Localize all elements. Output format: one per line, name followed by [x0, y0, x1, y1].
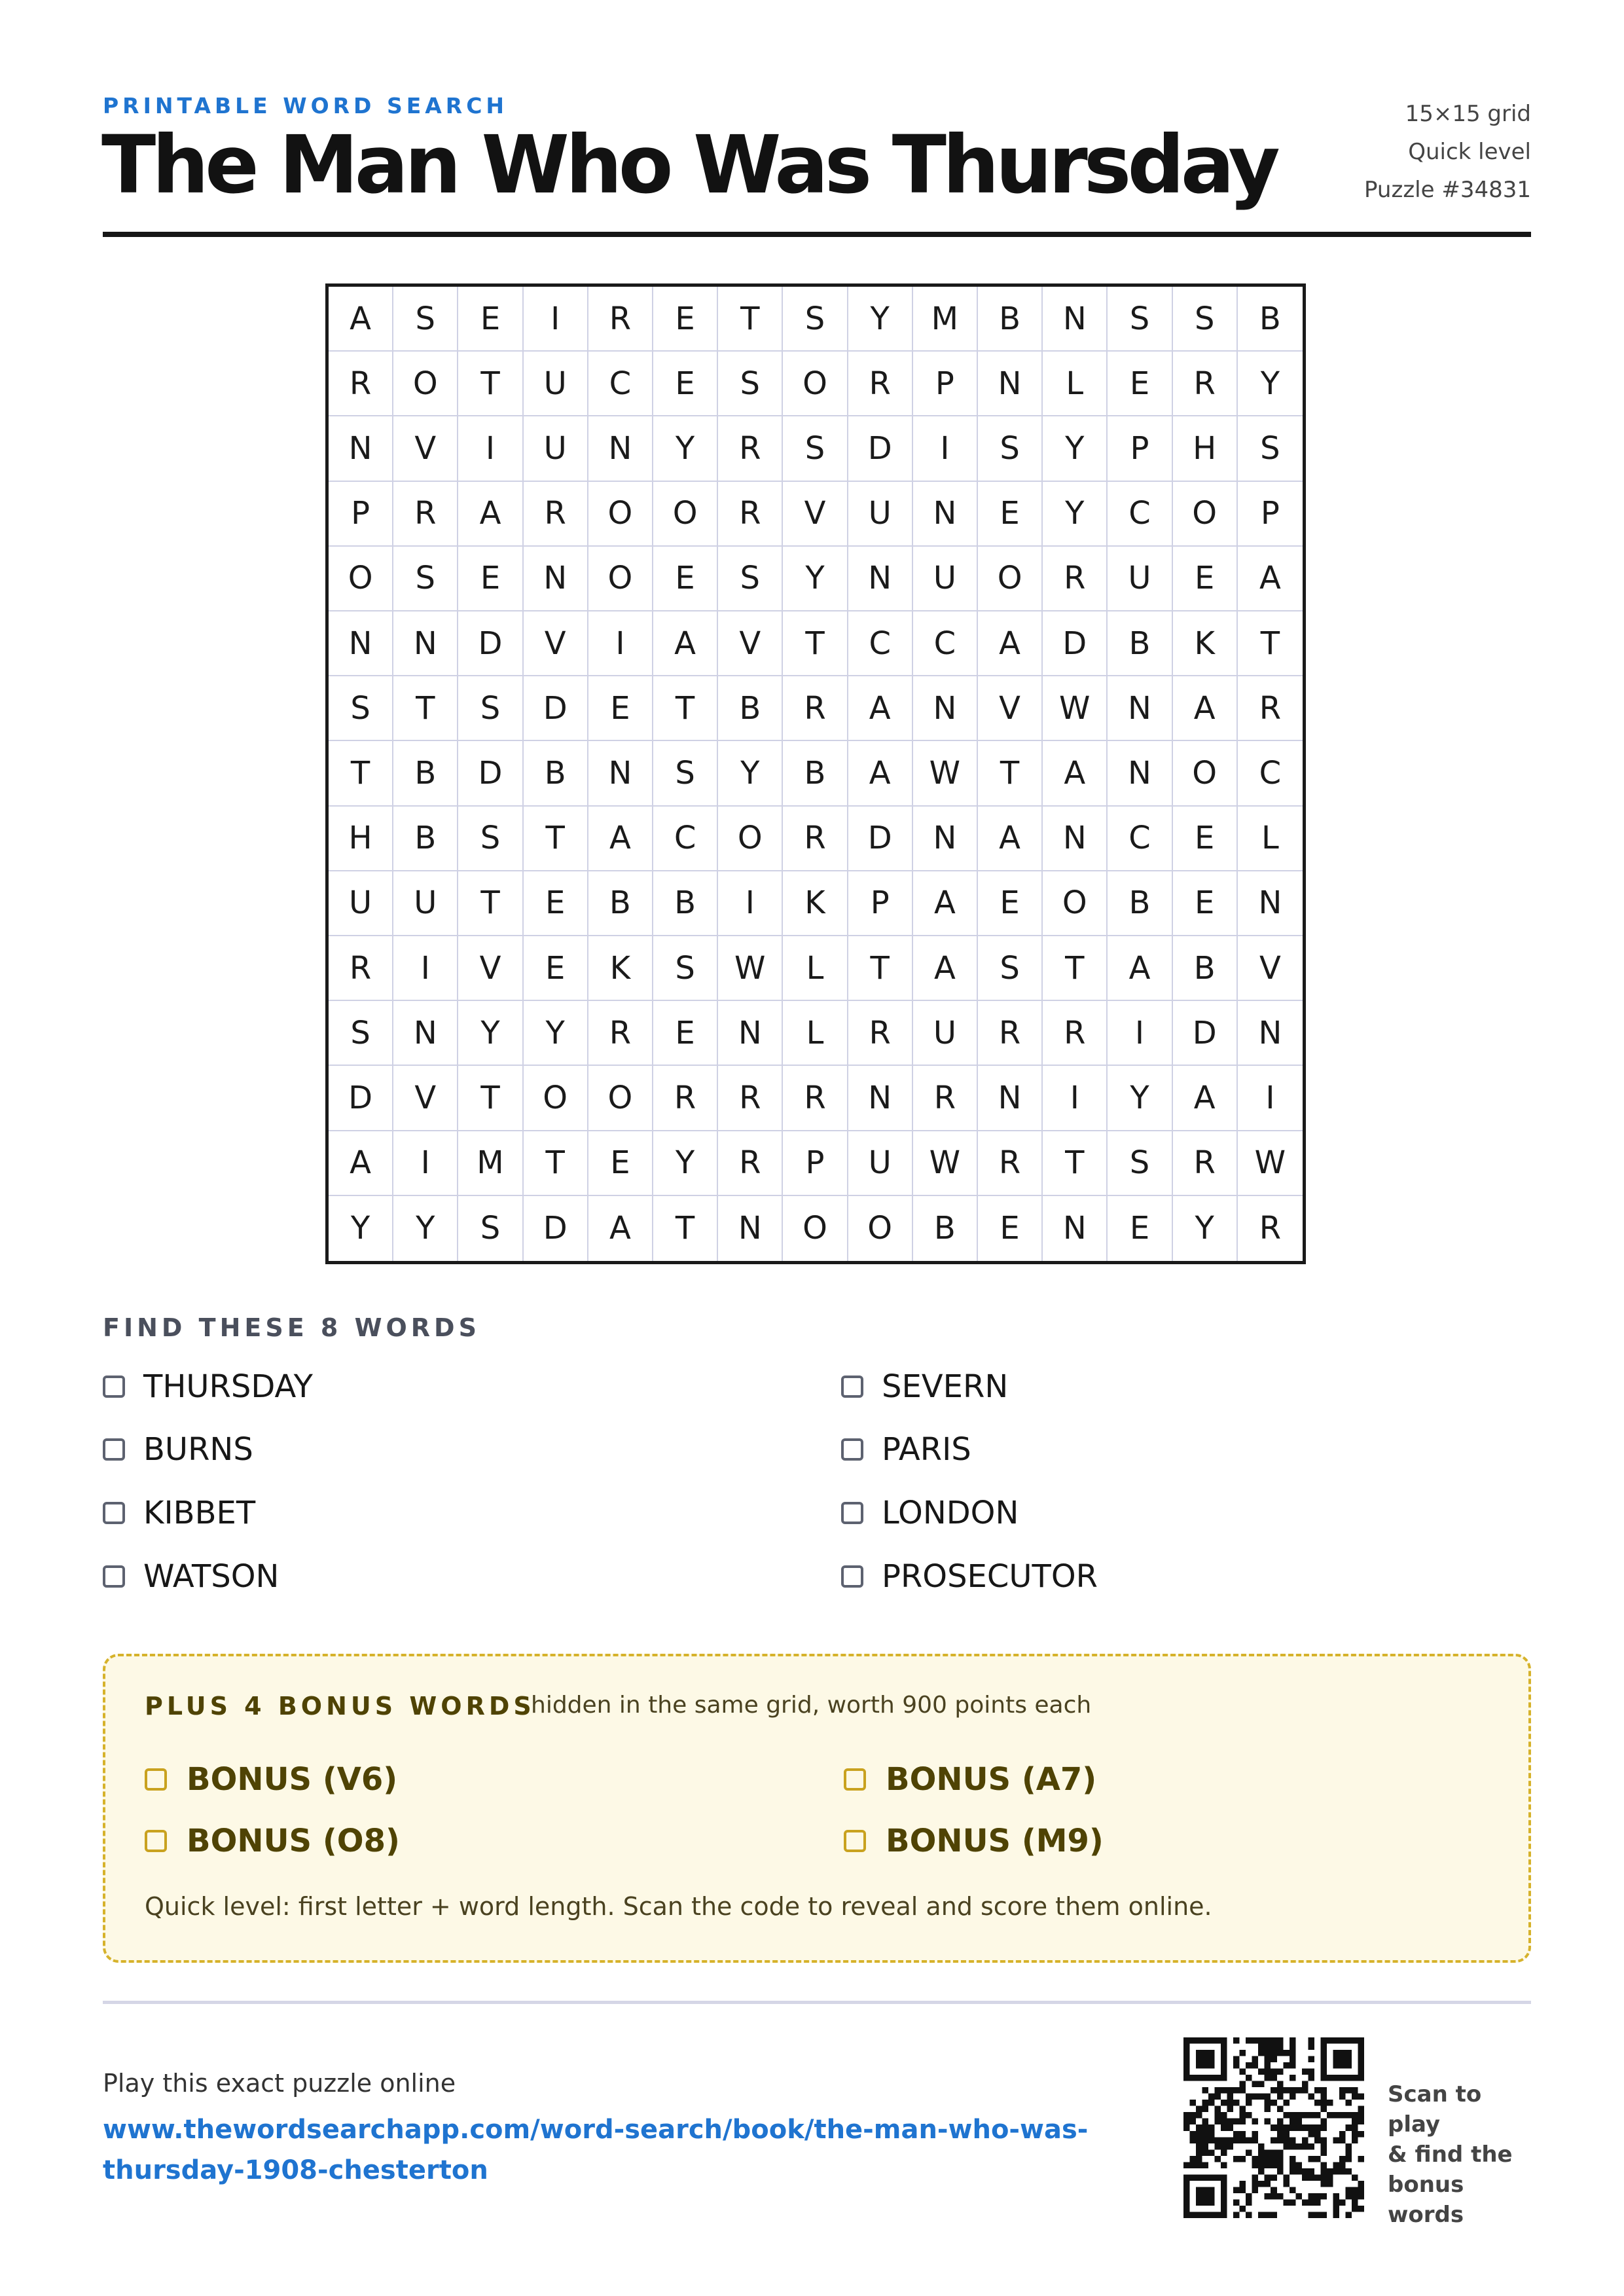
grid-cell[interactable]: R [848, 1001, 913, 1066]
grid-cell[interactable]: O [588, 1066, 653, 1131]
grid-cell[interactable]: D [1173, 1001, 1238, 1066]
grid-cell[interactable]: N [1043, 807, 1108, 871]
page-kicker: PRINTABLE WORD SEARCH [103, 93, 509, 118]
grid-cell[interactable]: E [653, 547, 718, 611]
grid-cell[interactable]: A [329, 287, 393, 352]
grid-cell[interactable]: A [1043, 741, 1108, 806]
grid-cell[interactable]: U [524, 416, 588, 481]
grid-cell[interactable]: B [978, 287, 1043, 352]
checkbox-icon[interactable] [103, 1438, 125, 1461]
grid-cell[interactable]: E [588, 1131, 653, 1196]
word-item[interactable] [841, 1367, 1008, 1406]
grid-cell[interactable]: B [393, 741, 458, 806]
grid-cell[interactable]: A [653, 611, 718, 676]
word-label: THURSDAY [143, 1368, 313, 1405]
grid-cell[interactable]: V [1238, 936, 1303, 1001]
checkbox-icon[interactable] [145, 1768, 167, 1791]
grid-cell[interactable]: R [848, 352, 913, 416]
grid-cell[interactable]: N [978, 352, 1043, 416]
grid-cell[interactable]: V [393, 416, 458, 481]
grid-cell[interactable]: B [1108, 871, 1172, 936]
grid-cell[interactable]: S [458, 1196, 523, 1261]
bonus-title: PLUS 4 BONUS WORDS [145, 1692, 535, 1721]
grid-cell[interactable]: I [718, 871, 783, 936]
grid-cell[interactable]: N [913, 676, 978, 741]
grid-cell[interactable]: R [653, 1066, 718, 1131]
grid-cell[interactable]: L [783, 936, 848, 1001]
grid-cell[interactable]: S [718, 352, 783, 416]
grid-cell[interactable]: S [653, 936, 718, 1001]
grid-cell[interactable]: C [1238, 741, 1303, 806]
grid-cell[interactable]: Y [1108, 1066, 1172, 1131]
grid-cell[interactable]: B [913, 1196, 978, 1261]
grid-cell[interactable]: S [653, 741, 718, 806]
grid-cell[interactable]: C [1108, 807, 1172, 871]
grid-cell[interactable]: A [913, 871, 978, 936]
grid-cell[interactable]: A [1173, 676, 1238, 741]
grid-cell[interactable]: R [329, 936, 393, 1001]
grid-cell[interactable]: P [913, 352, 978, 416]
grid-cell[interactable]: O [329, 547, 393, 611]
grid-cell[interactable]: U [913, 547, 978, 611]
checkbox-icon[interactable] [841, 1438, 863, 1461]
grid-cell[interactable]: R [1043, 1001, 1108, 1066]
grid-cell[interactable]: E [1173, 871, 1238, 936]
word-item[interactable] [841, 1493, 1019, 1533]
checkbox-icon[interactable] [841, 1565, 863, 1588]
grid-cell[interactable]: D [848, 416, 913, 481]
grid-cell[interactable]: E [524, 871, 588, 936]
grid-cell[interactable]: T [1043, 1131, 1108, 1196]
grid-cell[interactable]: D [458, 611, 523, 676]
grid-cell[interactable]: T [458, 352, 523, 416]
word-item[interactable] [841, 1557, 1098, 1596]
grid-cell[interactable]: O [1173, 482, 1238, 547]
grid-cell[interactable]: E [1173, 807, 1238, 871]
grid-cell[interactable]: S [718, 547, 783, 611]
grid-cell[interactable]: K [1173, 611, 1238, 676]
grid-cell[interactable]: E [458, 287, 523, 352]
grid-cell[interactable]: U [848, 482, 913, 547]
grid-cell[interactable]: A [588, 807, 653, 871]
checkbox-icon[interactable] [844, 1768, 866, 1791]
grid-cell[interactable]: O [1043, 871, 1108, 936]
bonus-word-item[interactable] [145, 1760, 397, 1799]
grid-cell[interactable]: S [458, 807, 523, 871]
checkbox-icon[interactable] [844, 1830, 866, 1852]
grid-cell[interactable]: W [1043, 676, 1108, 741]
grid-cell[interactable]: N [1108, 676, 1172, 741]
grid-cell[interactable]: N [913, 482, 978, 547]
grid-cell[interactable]: N [718, 1001, 783, 1066]
grid-cell[interactable]: L [1043, 352, 1108, 416]
grid-cell[interactable]: O [653, 482, 718, 547]
grid-cell[interactable]: O [1173, 741, 1238, 806]
grid-cell[interactable]: N [393, 611, 458, 676]
grid-cell[interactable]: N [588, 416, 653, 481]
grid-cell[interactable]: B [1108, 611, 1172, 676]
bonus-panel [103, 1654, 1531, 1963]
grid-cell[interactable]: R [524, 482, 588, 547]
grid-cell[interactable]: R [718, 1066, 783, 1131]
grid-cell[interactable]: D [848, 807, 913, 871]
grid-cell[interactable]: O [588, 547, 653, 611]
grid-cell[interactable]: T [653, 676, 718, 741]
grid-cell[interactable]: S [393, 547, 458, 611]
grid-cell[interactable]: Y [524, 1001, 588, 1066]
grid-cell[interactable]: C [848, 611, 913, 676]
grid-cell[interactable]: B [783, 741, 848, 806]
grid-cell[interactable]: R [783, 1066, 848, 1131]
grid-cell[interactable]: O [524, 1066, 588, 1131]
grid-cell[interactable]: R [329, 352, 393, 416]
word-item[interactable] [841, 1430, 971, 1469]
grid-cell[interactable]: T [848, 936, 913, 1001]
grid-cell[interactable]: R [1043, 547, 1108, 611]
grid-cell[interactable]: I [913, 416, 978, 481]
grid-cell[interactable]: B [653, 871, 718, 936]
grid-cell[interactable]: R [1173, 352, 1238, 416]
grid-cell[interactable]: R [1173, 1131, 1238, 1196]
grid-cell[interactable]: E [978, 871, 1043, 936]
grid-cell[interactable]: O [588, 482, 653, 547]
bonus-word-label: BONUS (A7) [886, 1761, 1097, 1798]
grid-cell[interactable]: S [458, 676, 523, 741]
grid-cell[interactable]: B [1238, 287, 1303, 352]
grid-cell[interactable]: P [329, 482, 393, 547]
grid-cell[interactable]: T [524, 1131, 588, 1196]
grid-cell[interactable]: R [1238, 676, 1303, 741]
grid-cell[interactable]: N [978, 1066, 1043, 1131]
bonus-word-label: BONUS (O8) [187, 1823, 400, 1859]
checkbox-icon[interactable] [841, 1502, 863, 1524]
grid-cell[interactable]: S [393, 287, 458, 352]
grid-cell[interactable]: R [718, 1131, 783, 1196]
word-label: PROSECUTOR [882, 1558, 1098, 1595]
qr-caption-line: bonus words [1388, 2172, 1464, 2228]
grid-cell[interactable]: I [524, 287, 588, 352]
grid-cell[interactable]: E [653, 1001, 718, 1066]
grid-cell[interactable]: P [1108, 416, 1172, 481]
grid-cell[interactable]: W [913, 741, 978, 806]
grid-cell[interactable]: A [329, 1131, 393, 1196]
grid-cell[interactable]: S [329, 676, 393, 741]
grid-cell[interactable]: A [978, 807, 1043, 871]
grid-cell[interactable]: I [1043, 1066, 1108, 1131]
bonus-word-label: BONUS (M9) [886, 1823, 1104, 1859]
grid-cell[interactable]: D [329, 1066, 393, 1131]
grid-cell[interactable]: B [393, 807, 458, 871]
grid-cell[interactable]: Y [783, 547, 848, 611]
grid-cell[interactable]: R [978, 1131, 1043, 1196]
grid-cell[interactable]: N [848, 1066, 913, 1131]
grid-cell[interactable]: U [1108, 547, 1172, 611]
grid-cell[interactable]: E [1108, 1196, 1172, 1261]
grid-cell[interactable]: B [524, 741, 588, 806]
grid-cell[interactable]: O [393, 352, 458, 416]
grid-cell[interactable]: N [329, 416, 393, 481]
grid-cell[interactable]: T [978, 741, 1043, 806]
grid-cell[interactable]: E [978, 482, 1043, 547]
grid-cell[interactable]: M [913, 287, 978, 352]
grid-cell[interactable]: P [848, 871, 913, 936]
word-label: WATSON [143, 1558, 280, 1595]
grid-cell[interactable]: I [1108, 1001, 1172, 1066]
footer-divider [103, 2001, 1531, 2004]
grid-cell[interactable]: I [393, 936, 458, 1001]
grid-cell[interactable]: A [848, 676, 913, 741]
qr-caption-line: & find the [1388, 2141, 1513, 2168]
word-list-title: FIND THESE 8 WORDS [103, 1313, 480, 1342]
grid-cell[interactable]: E [653, 287, 718, 352]
header-divider [103, 232, 1531, 237]
word-label: PARIS [882, 1431, 971, 1468]
grid-cell[interactable]: E [653, 352, 718, 416]
grid-cell[interactable]: A [1173, 1066, 1238, 1131]
grid-cell[interactable]: I [1238, 1066, 1303, 1131]
grid-cell[interactable]: V [978, 676, 1043, 741]
grid-cell[interactable]: S [978, 416, 1043, 481]
grid-cell[interactable]: E [458, 547, 523, 611]
puzzle-meta [1364, 95, 1531, 209]
checkbox-icon[interactable] [103, 1502, 125, 1524]
grid-cell[interactable]: A [848, 741, 913, 806]
word-label: BURNS [143, 1431, 253, 1468]
grid-cell[interactable]: I [393, 1131, 458, 1196]
checkbox-icon[interactable] [145, 1830, 167, 1852]
grid-cell[interactable]: T [783, 611, 848, 676]
grid-cell[interactable]: E [588, 676, 653, 741]
grid-cell[interactable]: O [783, 1196, 848, 1261]
grid-cell[interactable]: N [1108, 741, 1172, 806]
grid-cell[interactable]: U [913, 1001, 978, 1066]
grid-cell[interactable]: C [653, 807, 718, 871]
grid-cell[interactable]: T [458, 1066, 523, 1131]
grid-cell[interactable]: N [329, 611, 393, 676]
grid-cell[interactable]: L [1238, 807, 1303, 871]
grid-cell[interactable]: U [848, 1131, 913, 1196]
letter-grid [325, 283, 1306, 1264]
bonus-word-label: BONUS (V6) [187, 1761, 398, 1798]
grid-cell[interactable]: N [588, 741, 653, 806]
grid-cell[interactable]: Y [329, 1196, 393, 1261]
grid-cell[interactable]: S [1238, 416, 1303, 481]
word-label: LONDON [882, 1495, 1019, 1531]
grid-cell[interactable]: A [1108, 936, 1172, 1001]
grid-cell[interactable]: T [1043, 936, 1108, 1001]
word-label: SEVERN [882, 1368, 1009, 1405]
bonus-subtitle: hidden in the same grid, worth 900 points each [531, 1692, 1092, 1719]
grid-cell[interactable]: N [524, 547, 588, 611]
grid-cell[interactable]: N [913, 807, 978, 871]
grid-cell[interactable]: N [1043, 287, 1108, 352]
grid-cell[interactable]: E [978, 1196, 1043, 1261]
grid-cell[interactable]: V [458, 936, 523, 1001]
grid-cell[interactable]: S [1108, 287, 1172, 352]
grid-cell[interactable]: Y [718, 741, 783, 806]
grid-cell[interactable]: T [524, 807, 588, 871]
grid-cell[interactable]: A [458, 482, 523, 547]
grid-size-label: 15×15 grid [1405, 101, 1531, 127]
grid-cell[interactable]: T [718, 287, 783, 352]
grid-cell[interactable]: B [588, 871, 653, 936]
grid-cell[interactable]: O [848, 1196, 913, 1261]
grid-cell[interactable]: V [718, 611, 783, 676]
word-item[interactable] [103, 1557, 279, 1596]
grid-cell[interactable]: R [978, 1001, 1043, 1066]
grid-cell[interactable]: A [588, 1196, 653, 1261]
grid-cell[interactable]: D [1043, 611, 1108, 676]
grid-cell[interactable]: Y [1043, 482, 1108, 547]
word-item[interactable] [103, 1430, 253, 1469]
grid-cell[interactable]: A [1238, 547, 1303, 611]
grid-cell[interactable]: U [393, 871, 458, 936]
grid-cell[interactable]: D [458, 741, 523, 806]
grid-cell[interactable]: Y [1238, 352, 1303, 416]
word-item[interactable] [103, 1493, 255, 1533]
grid-cell[interactable]: C [913, 611, 978, 676]
grid-cell[interactable]: T [393, 676, 458, 741]
grid-cell[interactable]: H [329, 807, 393, 871]
grid-cell[interactable]: N [848, 547, 913, 611]
word-item[interactable] [103, 1367, 313, 1406]
checkbox-icon[interactable] [103, 1376, 125, 1398]
level-label: Quick level [1408, 139, 1531, 165]
grid-cell[interactable]: W [913, 1131, 978, 1196]
grid-cell[interactable]: T [653, 1196, 718, 1261]
grid-cell[interactable]: R [393, 482, 458, 547]
grid-cell[interactable]: W [1238, 1131, 1303, 1196]
grid-cell[interactable]: E [1173, 547, 1238, 611]
grid-cell[interactable]: Y [653, 1131, 718, 1196]
grid-cell[interactable]: S [978, 936, 1043, 1001]
grid-cell[interactable]: S [1108, 1131, 1172, 1196]
grid-cell[interactable]: R [718, 482, 783, 547]
grid-cell[interactable]: S [783, 287, 848, 352]
grid-cell[interactable]: S [1173, 287, 1238, 352]
grid-cell[interactable]: C [588, 352, 653, 416]
grid-cell[interactable]: T [1238, 611, 1303, 676]
grid-cell[interactable]: R [783, 807, 848, 871]
grid-cell[interactable]: K [783, 871, 848, 936]
grid-cell[interactable]: B [718, 676, 783, 741]
grid-cell[interactable]: B [1173, 936, 1238, 1001]
grid-cell[interactable]: S [783, 416, 848, 481]
grid-cell[interactable]: W [718, 936, 783, 1001]
play-online-label: Play this exact puzzle online [103, 2069, 456, 2098]
grid-cell[interactable]: P [1238, 482, 1303, 547]
grid-cell[interactable]: O [718, 807, 783, 871]
grid-cell[interactable]: R [718, 416, 783, 481]
grid-cell[interactable]: E [524, 936, 588, 1001]
grid-cell[interactable]: Y [1173, 1196, 1238, 1261]
grid-cell[interactable]: V [393, 1066, 458, 1131]
grid-cell[interactable]: N [1238, 871, 1303, 936]
bonus-word-item[interactable] [844, 1821, 1104, 1861]
grid-cell[interactable]: Y [458, 1001, 523, 1066]
qr-caption-line: Scan to play [1388, 2081, 1482, 2138]
grid-cell[interactable]: S [329, 1001, 393, 1066]
checkbox-icon[interactable] [841, 1376, 863, 1398]
grid-cell[interactable]: R [783, 676, 848, 741]
grid-cell[interactable]: N [393, 1001, 458, 1066]
grid-cell[interactable]: H [1173, 416, 1238, 481]
bonus-note: Quick level: first letter + word length. Scan the code to reveal and score them online. [145, 1892, 1212, 1921]
grid-cell[interactable]: I [458, 416, 523, 481]
grid-cell[interactable]: Y [393, 1196, 458, 1261]
grid-cell[interactable]: R [1259, 1210, 1282, 1247]
grid-cell[interactable]: C [1108, 482, 1172, 547]
grid-cell[interactable]: N [718, 1196, 783, 1261]
grid-cell[interactable]: T [458, 871, 523, 936]
grid-cell[interactable]: Y [848, 287, 913, 352]
grid-cell[interactable]: U [524, 352, 588, 416]
word-label: KIBBET [143, 1495, 256, 1531]
grid-cell[interactable]: O [783, 352, 848, 416]
grid-cell[interactable]: U [329, 871, 393, 936]
grid-cell[interactable]: N [1043, 1196, 1108, 1261]
grid-cell[interactable]: Y [1043, 416, 1108, 481]
grid-cell[interactable]: I [588, 611, 653, 676]
grid-cell[interactable]: L [783, 1001, 848, 1066]
grid-cell[interactable]: Y [653, 416, 718, 481]
grid-cell[interactable]: D [524, 1196, 588, 1261]
grid-cell[interactable]: M [458, 1131, 523, 1196]
grid-cell[interactable]: D [524, 676, 588, 741]
checkbox-icon[interactable] [103, 1565, 125, 1588]
puzzle-url-link[interactable]: www.thewordsearchapp.com/word-search/book/the-man-who-was-thursday-1908-chesterton [103, 2115, 1089, 2185]
grid-cell[interactable]: T [329, 741, 393, 806]
grid-cell[interactable]: V [524, 611, 588, 676]
grid-cell[interactable]: R [588, 1001, 653, 1066]
bonus-word-item[interactable] [844, 1760, 1096, 1799]
grid-cell[interactable]: A [978, 611, 1043, 676]
bonus-word-item[interactable] [145, 1821, 400, 1861]
grid-cell[interactable]: N [1238, 1001, 1303, 1066]
grid-cell[interactable]: R [588, 287, 653, 352]
grid-cell[interactable]: P [783, 1131, 848, 1196]
grid-cell[interactable]: E [1108, 352, 1172, 416]
grid-cell[interactable]: A [913, 936, 978, 1001]
qr-caption [1388, 2079, 1538, 2230]
puzzle-title: The Man Who Was Thursday [101, 118, 1276, 211]
qr-code-icon[interactable] [1183, 2037, 1364, 2218]
grid-cell[interactable]: V [783, 482, 848, 547]
grid-cell[interactable]: R [913, 1066, 978, 1131]
grid-cell[interactable]: K [588, 936, 653, 1001]
grid-cell[interactable]: O [978, 547, 1043, 611]
puzzle-id-label: Puzzle #34831 [1364, 177, 1531, 203]
